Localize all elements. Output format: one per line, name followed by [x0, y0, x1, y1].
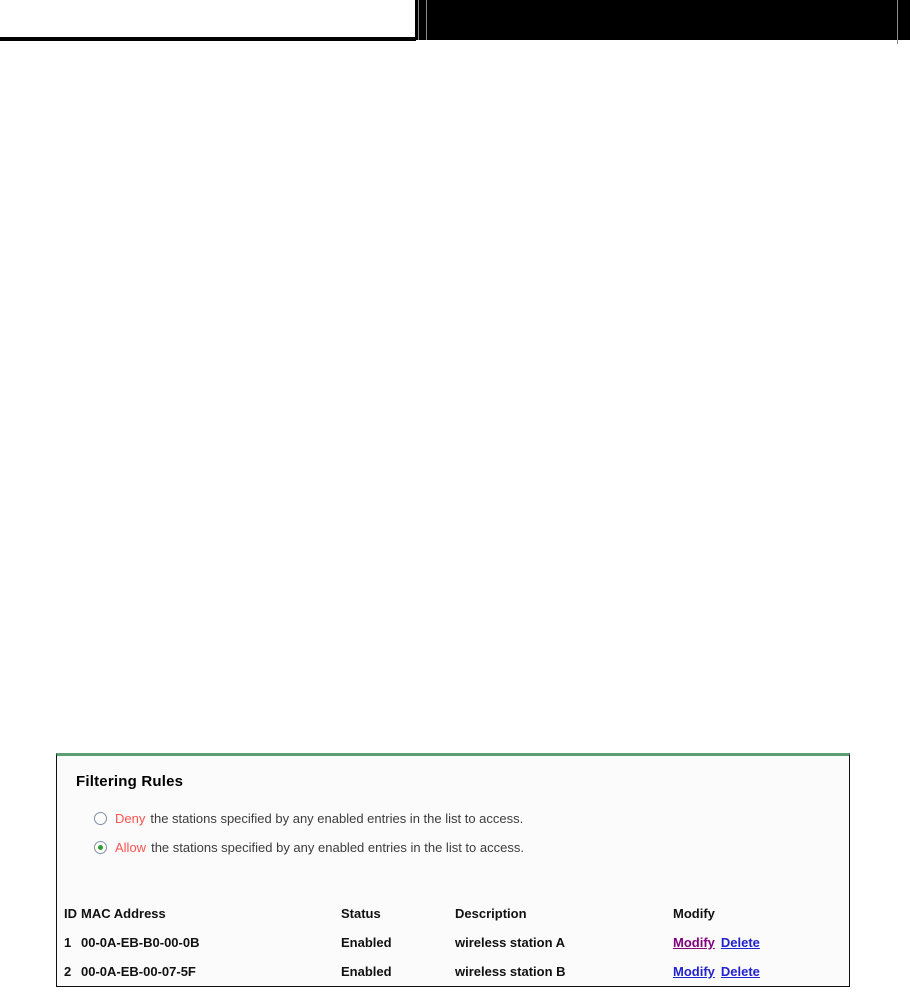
header-divider-line	[897, 0, 898, 44]
column-header-modify: Modify	[673, 906, 715, 921]
allow-label: Allow	[115, 839, 147, 855]
row-actions	[673, 964, 848, 979]
row-status: Enabled	[341, 964, 392, 979]
row-status: Enabled	[341, 935, 392, 950]
row-description: wireless station B	[455, 964, 566, 979]
filtering-rules-table	[58, 899, 848, 986]
deny-option-row	[94, 810, 523, 826]
row-id: 1	[64, 935, 72, 950]
filtering-rules-panel	[56, 753, 850, 987]
delete-link[interactable]: Delete	[720, 935, 760, 950]
row-mac: 00-0A-EB-B0-00-0B	[81, 935, 200, 950]
panel-title: Filtering Rules	[76, 773, 184, 790]
top-banner	[415, 0, 910, 40]
column-header-id: ID	[64, 906, 77, 921]
delete-link[interactable]: Delete	[720, 964, 760, 979]
row-actions	[673, 935, 848, 950]
modify-link[interactable]: Modify	[673, 935, 715, 950]
header-bottom-rule	[0, 37, 416, 41]
deny-description: the stations specified by any enabled entries in the list to access.	[150, 810, 524, 826]
row-description: wireless station A	[455, 935, 566, 950]
row-id: 2	[64, 964, 72, 979]
column-header-status: Status	[341, 906, 381, 921]
deny-radio[interactable]	[94, 812, 107, 825]
column-header-description: Description	[455, 906, 527, 921]
column-header-mac: MAC Address	[81, 906, 166, 921]
allow-radio[interactable]	[94, 841, 107, 854]
header-divider-line	[426, 0, 427, 40]
deny-label: Deny	[115, 810, 146, 826]
allow-description: the stations specified by any enabled entries in the list to access.	[151, 839, 524, 855]
modify-link[interactable]: Modify	[673, 964, 715, 979]
row-mac: 00-0A-EB-00-07-5F	[81, 964, 196, 979]
allow-option-row	[94, 839, 524, 855]
header-divider-line	[418, 0, 419, 40]
